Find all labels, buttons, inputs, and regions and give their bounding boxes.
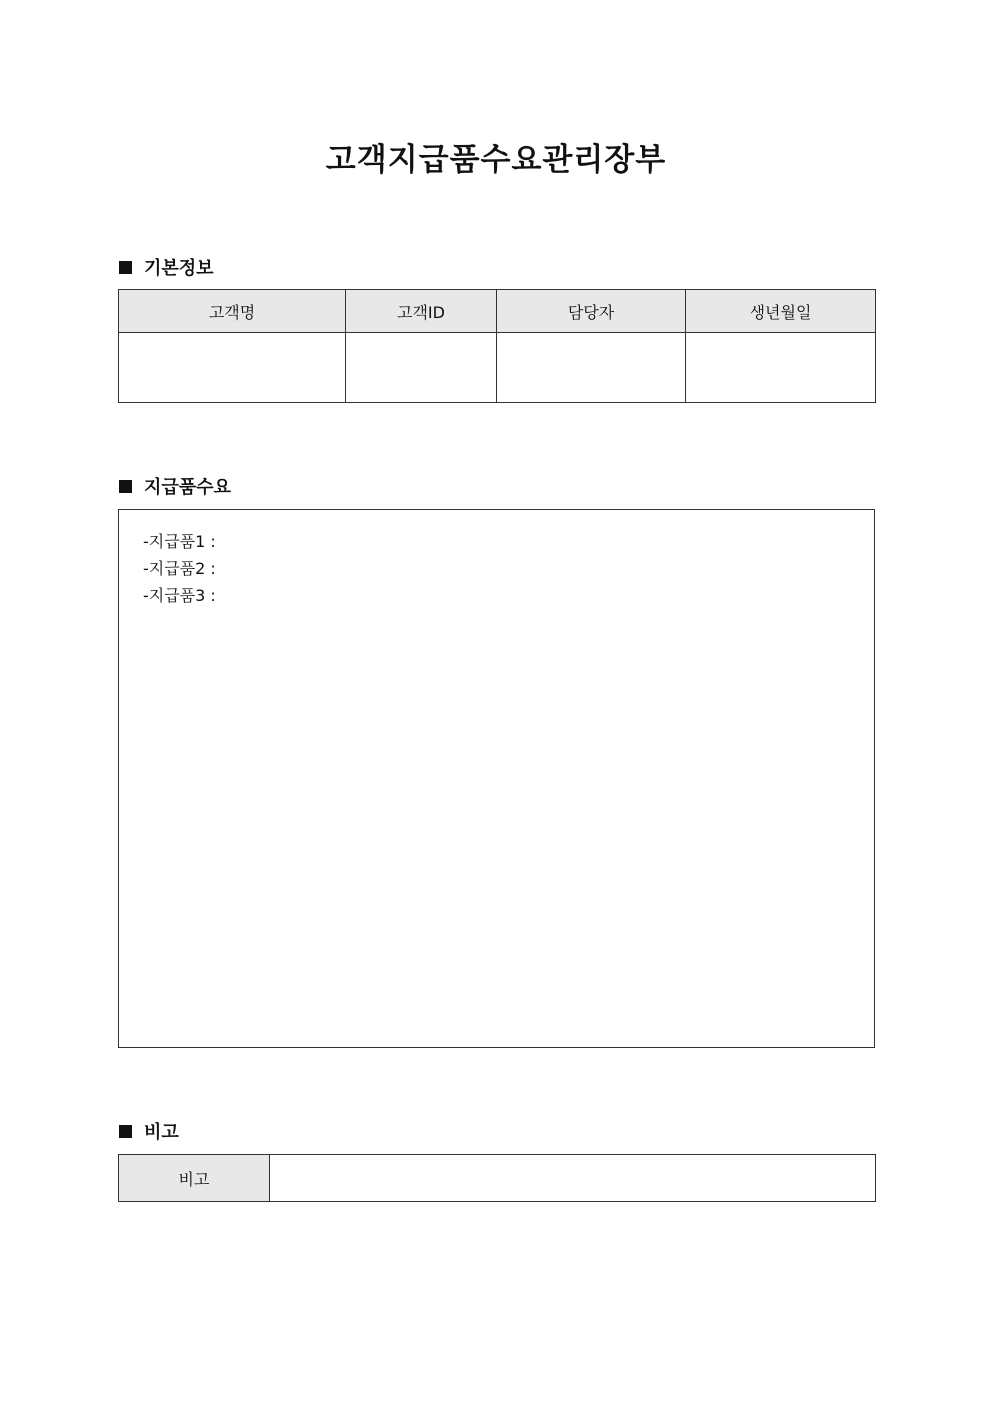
remarks-heading bbox=[119, 1118, 179, 1144]
column-header-birthdate: 생년월일 bbox=[686, 290, 876, 333]
demand-heading bbox=[119, 473, 231, 499]
remarks-value-cell[interactable] bbox=[270, 1155, 876, 1202]
customer-id-cell[interactable] bbox=[346, 333, 497, 403]
table-header-row bbox=[119, 290, 876, 333]
column-header-manager: 담당자 bbox=[497, 290, 686, 333]
column-header-customer-id: 고객ID bbox=[346, 290, 497, 333]
list-item: -지급품1 : bbox=[143, 532, 216, 551]
square-bullet-icon bbox=[119, 480, 132, 493]
remarks-label-cell: 비고 bbox=[119, 1155, 270, 1202]
demand-box[interactable] bbox=[118, 509, 875, 1048]
table-row bbox=[119, 1155, 876, 1202]
demand-list bbox=[143, 528, 216, 609]
remarks-heading-text: 비고 bbox=[144, 1122, 179, 1143]
customer-name-cell[interactable] bbox=[119, 333, 346, 403]
list-item: -지급품2 : bbox=[143, 559, 216, 578]
square-bullet-icon bbox=[119, 1125, 132, 1138]
list-item: -지급품3 : bbox=[143, 586, 216, 605]
remarks-table bbox=[118, 1154, 876, 1202]
birthdate-cell[interactable] bbox=[686, 333, 876, 403]
column-header-customer-name: 고객명 bbox=[119, 290, 346, 333]
basic-info-heading-text: 기본정보 bbox=[144, 258, 214, 279]
square-bullet-icon bbox=[119, 261, 132, 274]
manager-cell[interactable] bbox=[497, 333, 686, 403]
table-row bbox=[119, 333, 876, 403]
basic-info-table bbox=[118, 289, 876, 403]
demand-heading-text: 지급품수요 bbox=[144, 477, 231, 498]
basic-info-heading bbox=[119, 254, 214, 280]
page-title: 고객지급품수요관리장부 bbox=[325, 142, 667, 178]
